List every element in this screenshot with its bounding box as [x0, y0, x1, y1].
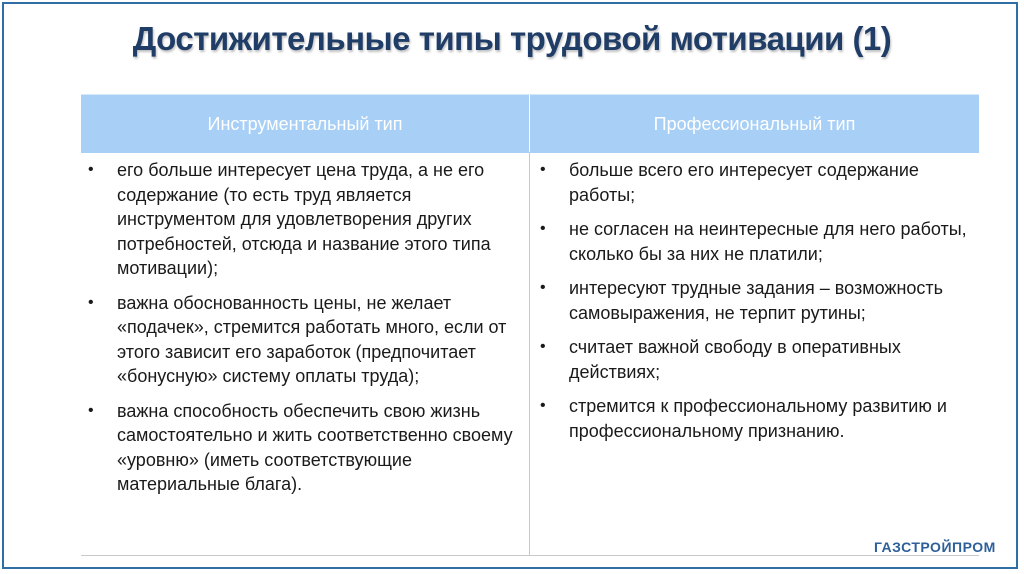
bullet-icon: • — [540, 338, 546, 355]
list-item — [533, 217, 979, 266]
list-item — [533, 158, 979, 207]
bullet-icon: • — [540, 397, 546, 414]
bullet-icon: • — [540, 220, 546, 237]
table-bottom-border — [81, 555, 979, 556]
column-header-instrumental: Инструментальный тип — [207, 114, 403, 134]
list-item-text: считает важной свободу в оперативных действиях; — [569, 337, 901, 382]
list-item — [533, 276, 979, 325]
bullet-icon: • — [88, 161, 94, 178]
list-item-text: его больше интересует цена труда, а не его содержание (то есть труд является инструментом для удовлетворения других потребностей, отсюда и название этого типа мотивации); — [117, 160, 491, 278]
column-divider — [529, 152, 530, 556]
list-item-text: больше всего его интересует содержание работы; — [569, 160, 919, 205]
list-item-text: важна обоснованность цены, не желает «подачек», стремится работать много, если от этого зависит его заработок (предпочитает «бонусную» систему оплаты труда); — [117, 292, 507, 386]
bullet-icon: • — [88, 401, 94, 419]
list-item — [81, 291, 526, 389]
list-item-text: важна способность обеспечить свою жизнь самостоятельно и жить соответственно своему «уровню» (иметь соответствующие материальные блага). — [117, 400, 513, 494]
instrumental-list — [81, 158, 526, 507]
table-header-row — [81, 94, 979, 153]
list-item — [81, 158, 526, 281]
list-item-text: стремится к профессиональному развитию и профессиональному признанию. — [569, 396, 947, 441]
list-item — [533, 335, 979, 384]
list-item-text: интересуют трудные задания – возможность самовыражения, не терпит рутины; — [569, 278, 944, 323]
slide-title: Достижительные типы трудовой мотивации (1) — [132, 20, 892, 57]
professional-list — [533, 158, 979, 453]
list-item-text: не согласен на неинтересные для него работы, сколько бы за них не платили; — [569, 219, 967, 264]
list-item — [533, 394, 979, 443]
bullet-icon: • — [540, 279, 546, 296]
bullet-icon: • — [540, 161, 546, 178]
list-item — [81, 399, 526, 497]
company-logo: ГАЗСТРОЙПРОМ — [874, 539, 996, 555]
bullet-icon: • — [88, 293, 94, 311]
column-header-professional: Профессиональный тип — [653, 114, 856, 134]
comparison-table — [81, 94, 979, 556]
